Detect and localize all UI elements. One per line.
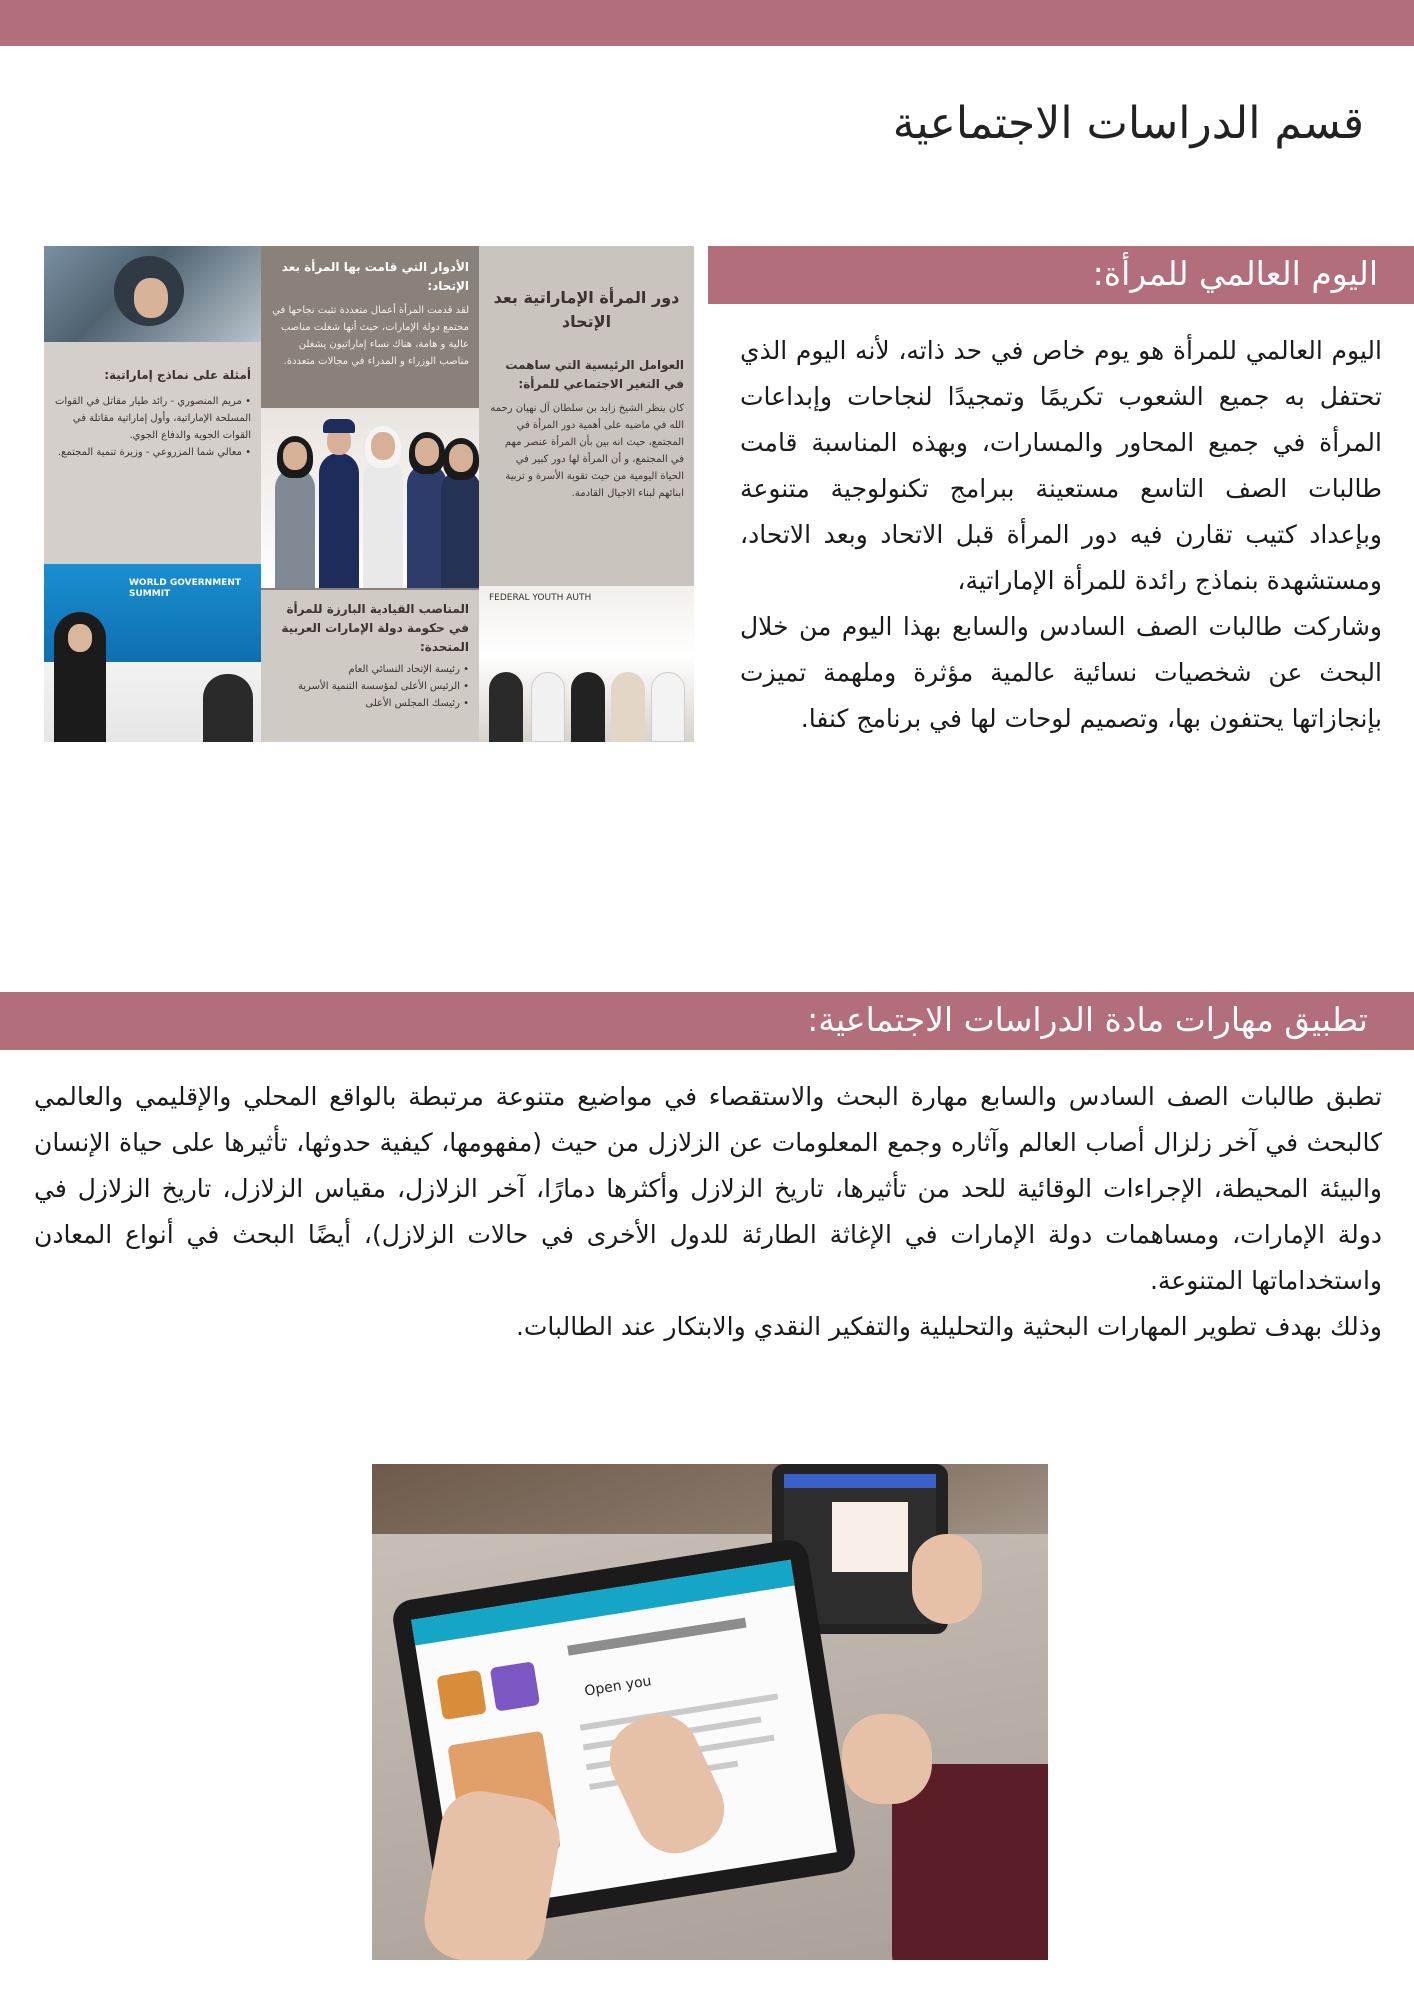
pilot-photo — [44, 246, 261, 342]
page-title: قسم الدراسات الاجتماعية — [892, 98, 1364, 149]
screen-text: Open you — [583, 1673, 653, 1700]
womens-day-body — [740, 328, 1382, 742]
poster-mid-text: لقد قدمت المرأة أعمال متعددة تثبت نجاحها في مجتمع دولة الإمارات، حيث أنها شغلت مناصب عالية و هامة، هناك نساء إماراتيون يشغلن مناصب الوزراء و المدراء في مجالات متعددة. — [272, 305, 469, 367]
poster-left-item: • معالي شما المزروعي - وزيرة تنمية المجتمع. — [57, 447, 251, 458]
officers-photo — [261, 408, 479, 588]
summit-logo: WORLD GOVERNMENT SUMMIT — [129, 578, 241, 599]
poster-mid-item: • الرئيس الأعلى لمؤسسة التنمية الأسرية — [298, 681, 469, 692]
poster-middle-column — [261, 246, 479, 742]
section-heading-womens-day: اليوم العالمي للمرأة: — [708, 246, 1414, 304]
poster-mid-item: • رئيسة الإتحاد النسائي العام — [348, 664, 469, 675]
meeting-photo — [479, 586, 694, 742]
poster-right-column — [479, 246, 694, 742]
body-paragraph: وشاركت طالبات الصف السادس والسابع بهذا اليوم من خلال البحث عن شخصيات نسائية عالمية مؤثرة وملهمة تميزت بإنجازاتها يحتفون بها، وتصميم لوحات لها في برنامج كنفا. — [740, 612, 1382, 733]
body-paragraph: وذلك بهدف تطوير المهارات البحثية والتحليلية والتفكير النقدي والابتكار عند الطالبات. — [515, 1312, 1382, 1341]
section-heading-social-studies-skills: تطبيق مهارات مادة الدراسات الاجتماعية: — [0, 992, 1414, 1050]
top-accent-bar — [0, 0, 1414, 46]
meeting-caption: FEDERAL YOUTH AUTH — [489, 593, 592, 603]
poster-mid-heading: الأدوار التي قامت بها المرأة بعد الإتحاد: — [281, 260, 469, 293]
summit-photo — [44, 564, 261, 742]
poster-left-item: • مريم المنصوري - رائد طيار مقاتل في القوات المسلحة الإماراتية، وأول إماراتية مقاتلة في القوات الجوية والدفاع الجوي. — [54, 396, 251, 441]
womens-day-poster — [44, 246, 694, 742]
poster-right-heading: دور المرأة الإماراتية بعد الإتحاد — [493, 288, 680, 331]
poster-left-heading: أمثلة على نماذج إماراتية: — [104, 368, 251, 382]
poster-mid-heading-2: المناصب القيادية البارزة للمرأة في حكومة دولة الإمارات العربية المتحدة: — [281, 602, 469, 654]
poster-right-text: كان ينظر الشيخ زايد بن سلطان آل نهيان رحمه الله في ماضيه على أهمية دور المرأة في المجتمع، حيث انه بين بأن المرأة عنصر مهم في المجتمع، و أن المرأة لها دور كبير في الحياة اليومية من حيث تقوية الأسرة و تربية ابنائهم لبناء الاجيال القادمة. — [490, 403, 684, 499]
body-paragraph: تطبق طالبات الصف السادس والسابع مهارة البحث والاستقصاء في مواضيع متنوعة مرتبطة بالواقع المحلي والإقليمي والعالمي كالبحث في آخر زلزال أصاب العالم وآثاره وجمع المعلومات عن الزلازل من حيث (مفهومها، كيفية حدوثها، تأثيرها على حياة الإنسان والبيئة المحيطة، الإجراءات الوقائية للحد من تأثيرها، تاريخ الزلازل وأكثرها دمارًا، آخر الزلازل، مقياس الزلازل، تاريخ الزلازل في دولة الإمارات، ومساهمات دولة الإمارات في الإغاثة الطارئة للدول الأخرى في حالات الزلازل)، أيضًا البحث في أنواع المعادن واستخداماتها المتنوعة. — [34, 1082, 1382, 1295]
skills-body — [34, 1074, 1382, 1350]
poster-left-column — [44, 246, 261, 742]
students-tablet-photo — [372, 1464, 1048, 1960]
body-paragraph: اليوم العالمي للمرأة هو يوم خاص في حد ذاته، لأنه اليوم الذي تحتفل به جميع الشعوب تكريمًا وتمجيدًا لنجاحات وإبداعات المرأة في جميع المحاور والمسارات، وبهذه المناسبة قامت طالبات الصف التاسع مستعينة ببرامج تكنولوجية متنوعة وبإعداد كتيب تقارن فيه دور المرأة قبل الاتحاد وبعد الاتحاد، ومستشهدة بنماذج رائدة للمرأة الإماراتية، — [740, 336, 1382, 595]
poster-mid-item: • رئيسك المجلس الأعلى — [365, 698, 469, 709]
poster-right-subheading: العوامل الرئيسية التي ساهمت في التغير الاجتماعي للمرأة: — [505, 358, 684, 391]
